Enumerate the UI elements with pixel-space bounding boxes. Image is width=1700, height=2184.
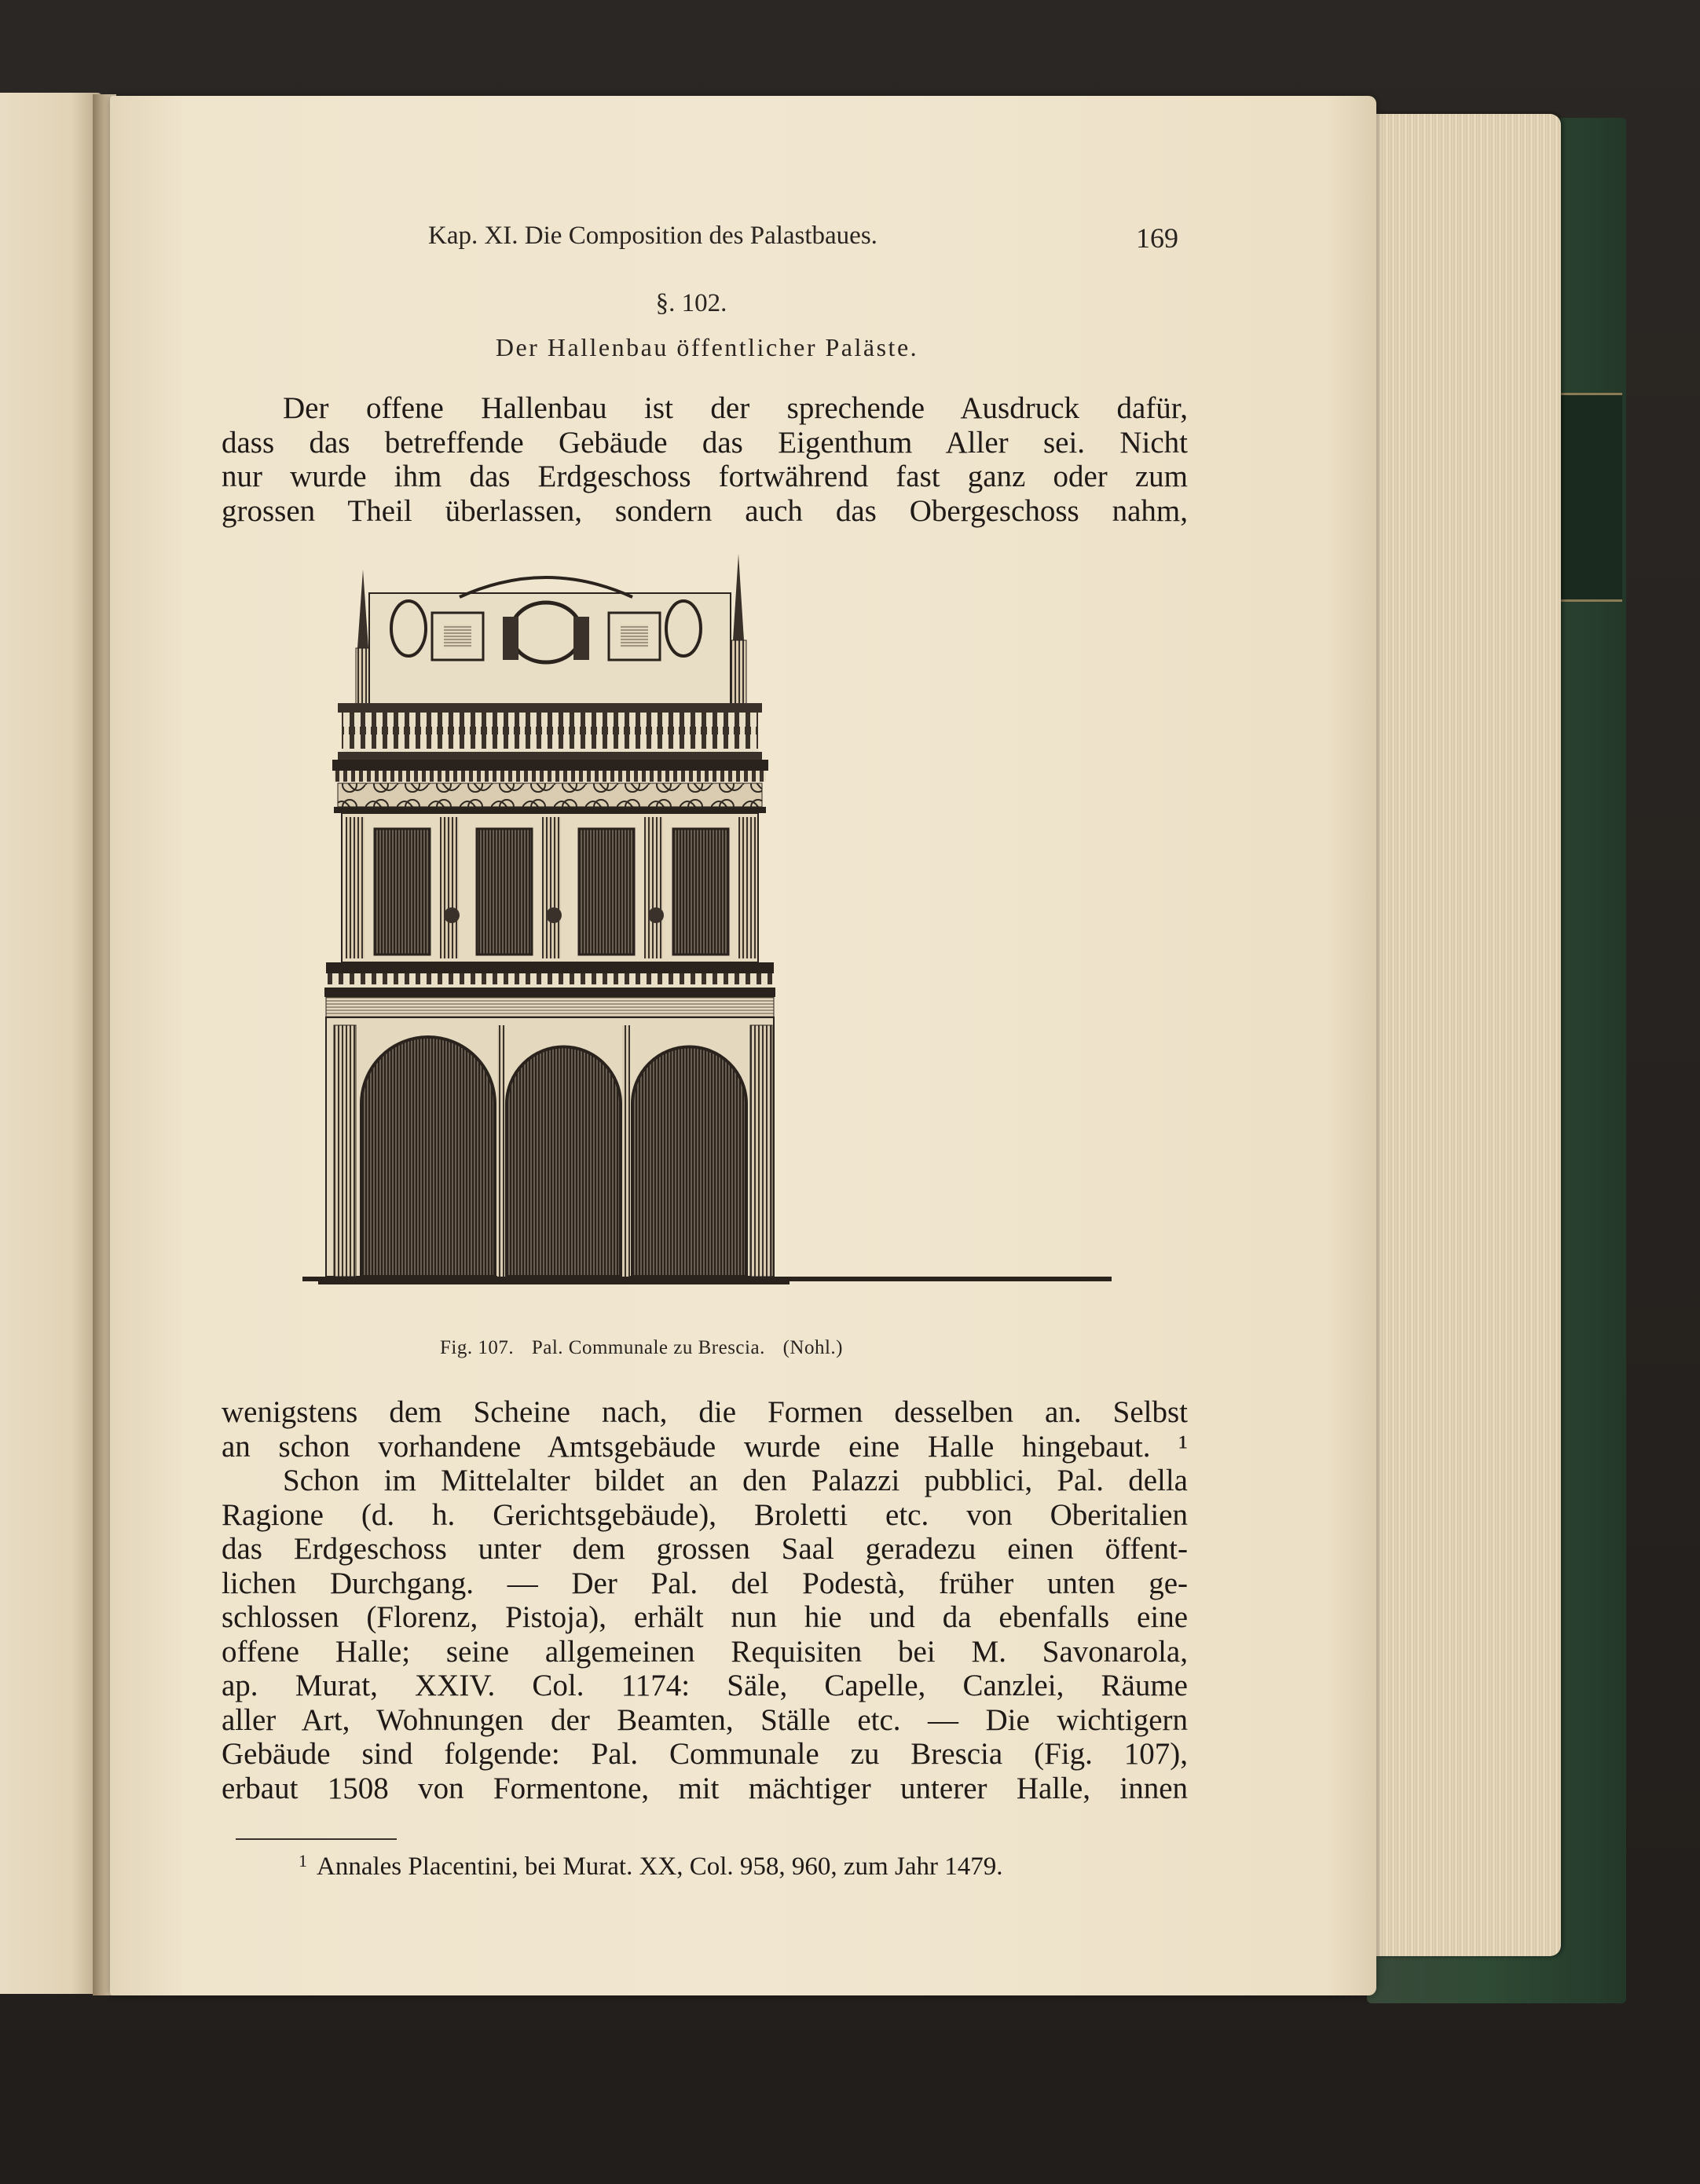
text-line: Schon im Mittelalter bildet an den Palazzi pubblici, Pal. della <box>283 1464 1188 1497</box>
text-line: grossen Theil überlassen, sondern auch das Obergeschoss nahm, <box>222 493 1188 528</box>
paragraph-top <box>222 391 1188 528</box>
page-number: 169 <box>1136 222 1178 254</box>
page-edges <box>1376 114 1561 1956</box>
running-head <box>409 222 1178 261</box>
upper-storey <box>342 813 758 962</box>
caption-credit: (Nohl.) <box>782 1337 843 1358</box>
footnote-text: Annales Placentini, bei Murat. XX, Col. 958, 960, zum Jahr 1479. <box>317 1852 1003 1881</box>
text-line: Gebäude sind folgende: Pal. Communale zu Brescia (Fig. 107), <box>222 1737 1188 1771</box>
text-line: das Erdgeschoss unter dem grossen Saal geradezu einen öffent- <box>222 1532 1188 1566</box>
footnote <box>299 1851 1163 1882</box>
footnote-rule <box>236 1838 397 1840</box>
paragraph-continued <box>222 1395 1188 1464</box>
section-number: §. 102. <box>655 289 727 317</box>
text-line: erbaut 1508 von Formentone, mit mächtiger unterer Halle, innen <box>222 1771 1188 1805</box>
roof-balustrade <box>338 703 762 760</box>
paragraph-second <box>222 1464 1188 1805</box>
text-line: schlossen (Florenz, Pistoja), erhält nun hie und da ebenfalls eine <box>222 1600 1188 1634</box>
ground-floor-arcade <box>326 1017 774 1277</box>
text-line: Ragione (d. h. Gerichtsgebäude), Broletti etc. von Oberitalien <box>222 1497 1188 1532</box>
left-page <box>0 93 102 1994</box>
caption-fig-number: Fig. 107. <box>440 1337 515 1358</box>
text-line: an schon vorhandene Amtsgebäude wurde eine Halle hingebaut. ¹ <box>222 1429 1188 1464</box>
text-line: offene Halle; seine allgemeinen Requisiten bei M. Savonarola, <box>222 1634 1188 1669</box>
section-title: Der Hallenbau öffentlicher Paläste. <box>495 333 919 361</box>
attic-storey <box>369 577 731 711</box>
text-line: wenigstens dem Scheine nach, die Formen desselben an. Selbst <box>222 1395 1188 1429</box>
caption-text: Pal. Communale zu Brescia. <box>531 1337 765 1358</box>
text-line: Der offene Hallenbau ist der sprechende Ausdruck dafür, <box>283 391 1188 425</box>
pinnacle-left <box>356 570 370 711</box>
text-line: lichen Durchgang. — Der Pal. del Podestà, früher unten ge- <box>222 1566 1188 1600</box>
text-line: aller Art, Wohnungen der Beamten, Ställe etc. — Die wichtigern <box>222 1702 1188 1737</box>
text-line: ap. Murat, XXIV. Col. 1174: Säle, Capelle, Canzlei, Räume <box>222 1669 1188 1702</box>
pinnacle-right <box>731 554 746 711</box>
main-cornice <box>332 760 768 813</box>
text-line: dass das betreffende Gebäude das Eigenthum Aller sei. Nicht <box>222 425 1188 460</box>
ground-line <box>302 1277 1112 1284</box>
footnote-mark: 1 <box>299 1851 307 1871</box>
spine-band <box>1559 393 1622 602</box>
text-line: nur wurde ihm das Erdgeschoss fortwährend fast ganz oder zum <box>222 460 1188 493</box>
figure-palazzo-engraving <box>302 554 1112 1332</box>
figure-caption <box>440 1337 990 1359</box>
running-head-title: Kap. XI. Die Composition des Palastbaues. <box>428 222 877 250</box>
mid-entablature <box>324 962 775 1017</box>
